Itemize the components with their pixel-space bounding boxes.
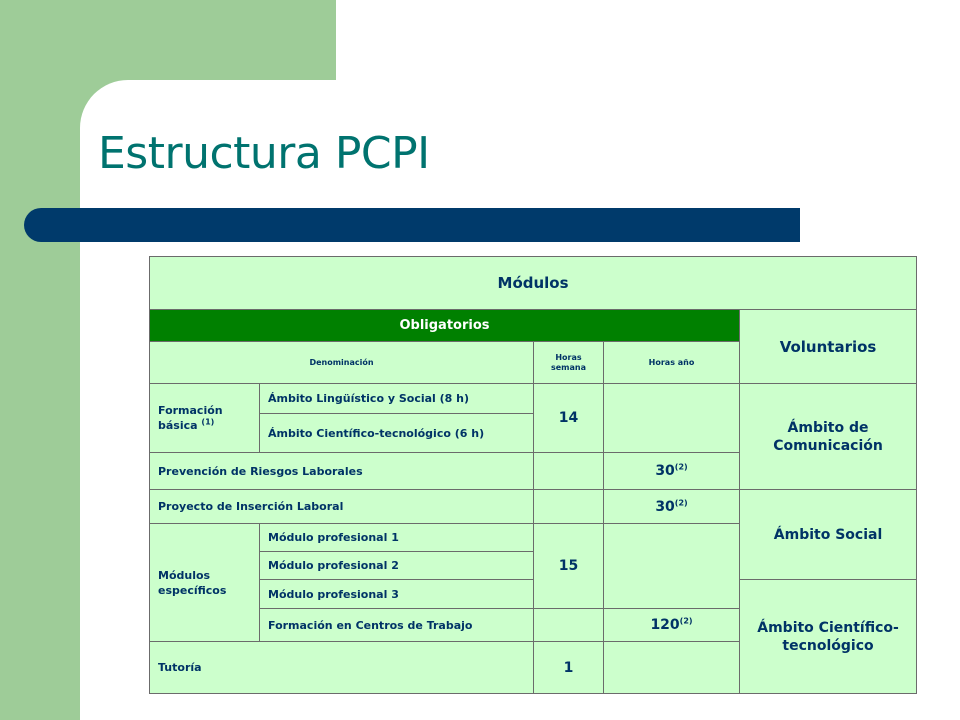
ambito-cientifico-cell: Ámbito Científico-tecnológico (6 h) (260, 414, 534, 453)
header-voluntarios: Voluntarios (740, 310, 917, 384)
horas-prevencion-note: (2) (674, 462, 688, 472)
horas-semana-proyecto (534, 490, 604, 524)
horas-proyecto-value: 30 (655, 498, 675, 515)
horas-semana-prevencion (534, 453, 604, 490)
formacion-basica-note: (1) (201, 417, 215, 427)
horas-anio-fct (604, 609, 740, 642)
formacion-basica-text: Formación básica (158, 404, 223, 432)
horas-semana-formacion-basica: 14 (534, 384, 604, 453)
horas-fct-value: 120 (650, 617, 680, 633)
modulo-profesional-3: Módulo profesional 3 (260, 580, 534, 609)
ambito-linguistico-cell: Ámbito Lingüístico y Social (8 h) (260, 384, 534, 414)
horas-prevencion-value: 30 (655, 463, 675, 479)
horas-fct-note: (2) (679, 616, 693, 626)
horas-anio-prevencion (604, 453, 740, 490)
column-header-horas-semana: Horas semana (534, 342, 604, 384)
horas-anio-proyecto (604, 490, 740, 524)
horas-semana-fct (534, 609, 604, 642)
voluntario-ambito-social: Ámbito Social (740, 490, 917, 580)
tutoria-cell: Tutoría (150, 642, 534, 694)
voluntario-ambito-cientifico: Ámbito Científico-tecnológico (740, 580, 917, 694)
modules-table (149, 256, 917, 694)
formacion-centros-trabajo: Formación en Centros de Trabajo (260, 609, 534, 642)
modulos-especificos-label: Módulos específicos (150, 524, 260, 642)
modulo-profesional-2: Módulo profesional 2 (260, 552, 534, 580)
title-underline-bar (24, 208, 800, 242)
column-header-denominacion: Denominación (150, 342, 534, 384)
horas-proyecto-note: (2) (674, 497, 688, 507)
header-modulos: Módulos (150, 257, 917, 310)
horas-anio-tutoria (604, 642, 740, 694)
slide-title: Estructura PCPI (98, 128, 430, 179)
proyecto-insercion-cell: Proyecto de Inserción Laboral (150, 490, 534, 524)
column-header-horas-anio: Horas año (604, 342, 740, 384)
horas-anio-formacion-basica (604, 384, 740, 453)
voluntario-ambito-comunicacion: Ámbito de Comunicación (740, 384, 917, 490)
horas-semana-tutoria: 1 (534, 642, 604, 694)
modulo-profesional-1: Módulo profesional 1 (260, 524, 534, 552)
horas-anio-modulos (604, 524, 740, 609)
formacion-basica-label (150, 384, 260, 453)
horas-semana-modulos: 15 (534, 524, 604, 609)
prevencion-riesgos-cell: Prevención de Riesgos Laborales (150, 453, 534, 490)
header-obligatorios: Obligatorios (150, 310, 740, 342)
